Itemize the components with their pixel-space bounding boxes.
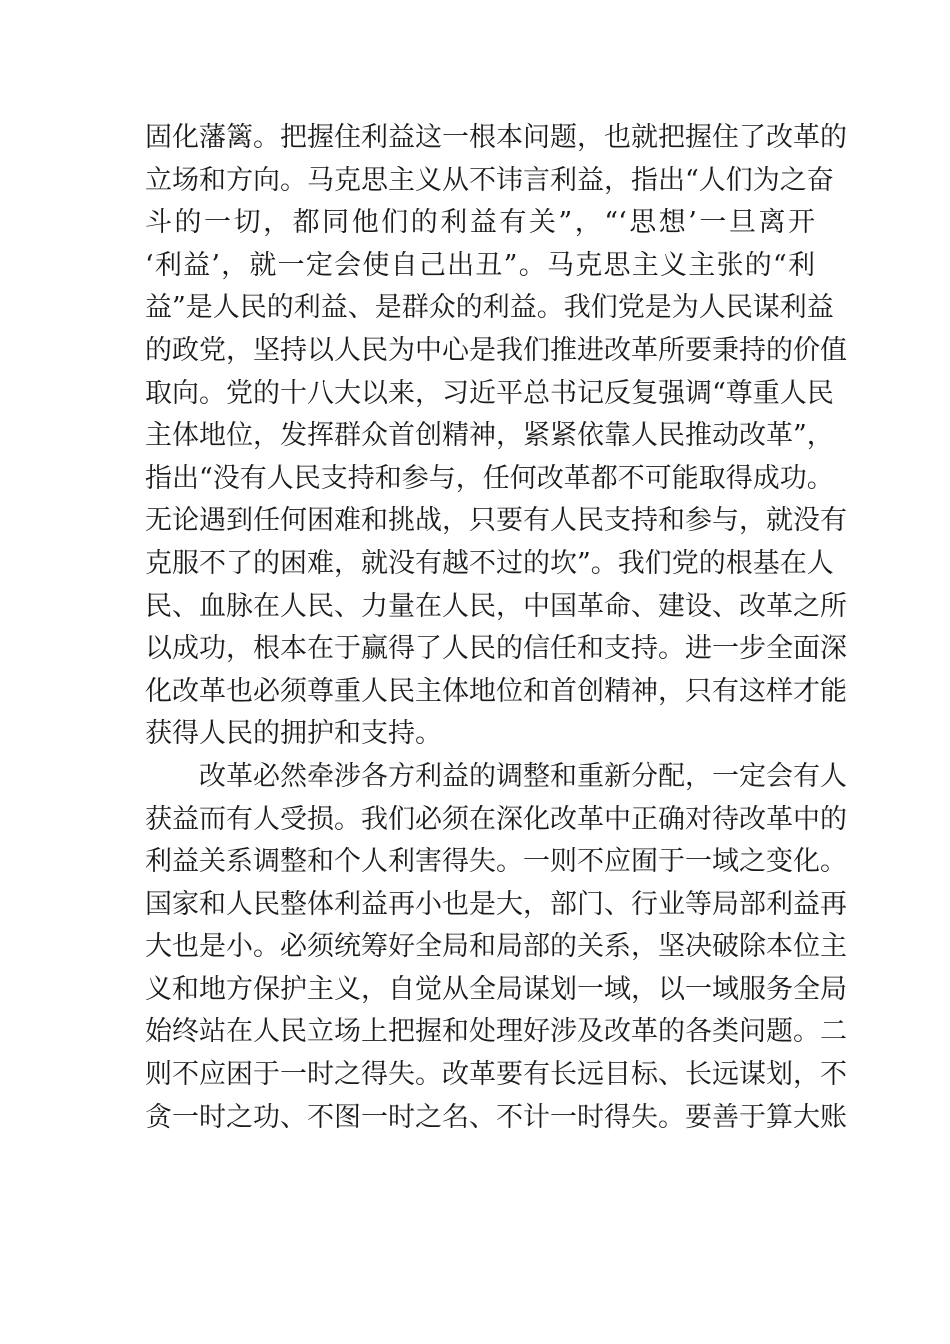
text-line: 化改革也必须尊重人民主体地位和首创精神，只有这样才能 <box>145 675 847 707</box>
text-line: 指出“没有人民支持和参与，任何改革都不可能取得成功。 <box>145 462 834 494</box>
text-line: 取向。党的十八大以来，习近平总书记反复强调“尊重人民 <box>145 377 834 409</box>
body-text <box>145 117 847 1139</box>
text-line: 固化藩篱。把握住利益这一根本问题，也就把握住了改革的 <box>145 122 847 153</box>
text-line: 益”是人民的利益、是群众的利益。我们党是为人民谋利益 <box>145 292 834 324</box>
text-line: 始终站在人民立场上把握和处理好涉及改革的各类问题。二 <box>145 1016 847 1048</box>
text-line: 国家和人民整体利益再小也是大，部门、行业等局部利益再 <box>145 888 847 920</box>
text-line: 克服不了的困难，就没有越不过的坎”。我们党的根基在人 <box>145 547 834 579</box>
paragraph-start-line: 改革必然牵涉各方利益的调整和重新分配，一定会有人 <box>199 760 847 792</box>
text-line: 民、血脉在人民、力量在人民，中国革命、建设、改革之所 <box>145 590 847 622</box>
text-line: 主体地位，发挥群众首创精神，紧紧依靠人民推动改革”， <box>145 420 834 452</box>
text-line: 大也是小。必须统筹好全局和局部的关系，坚决破除本位主 <box>145 931 847 963</box>
paragraph-end-line: 获得人民的拥护和支持。 <box>145 718 442 750</box>
text-line: 利益关系调整和个人利害得失。一则不应囿于一域之变化。 <box>145 846 847 878</box>
text-line: 的政党，坚持以人民为中心是我们推进改革所要秉持的价值 <box>145 334 847 366</box>
text-line: 以成功，根本在于赢得了人民的信任和支持。进一步全面深 <box>145 633 847 665</box>
text-line: 斗的一切，都同他们的利益有关”，“‘思想’一旦离开 <box>145 207 815 239</box>
text-line: ‘利益’，就一定会使自己出丑”。马克思主义主张的“利 <box>145 249 815 281</box>
text-line: 贪一时之功、不图一时之名、不计一时得失。要善于算大账 <box>145 1101 847 1133</box>
text-line: 获益而有人受损。我们必须在深化改革中正确对待改革中的 <box>145 803 847 835</box>
text-line: 立场和方向。马克思主义从不讳言利益，指出“人们为之奋 <box>145 164 834 196</box>
text-line: 义和地方保护主义，自觉从全局谋划一域，以一域服务全局 <box>145 973 847 1005</box>
text-line: 则不应困于一时之得失。改革要有长远目标、长远谋划，不 <box>145 1059 847 1091</box>
text-line: 无论遇到任何困难和挑战，只要有人民支持和参与，就没有 <box>145 505 847 537</box>
